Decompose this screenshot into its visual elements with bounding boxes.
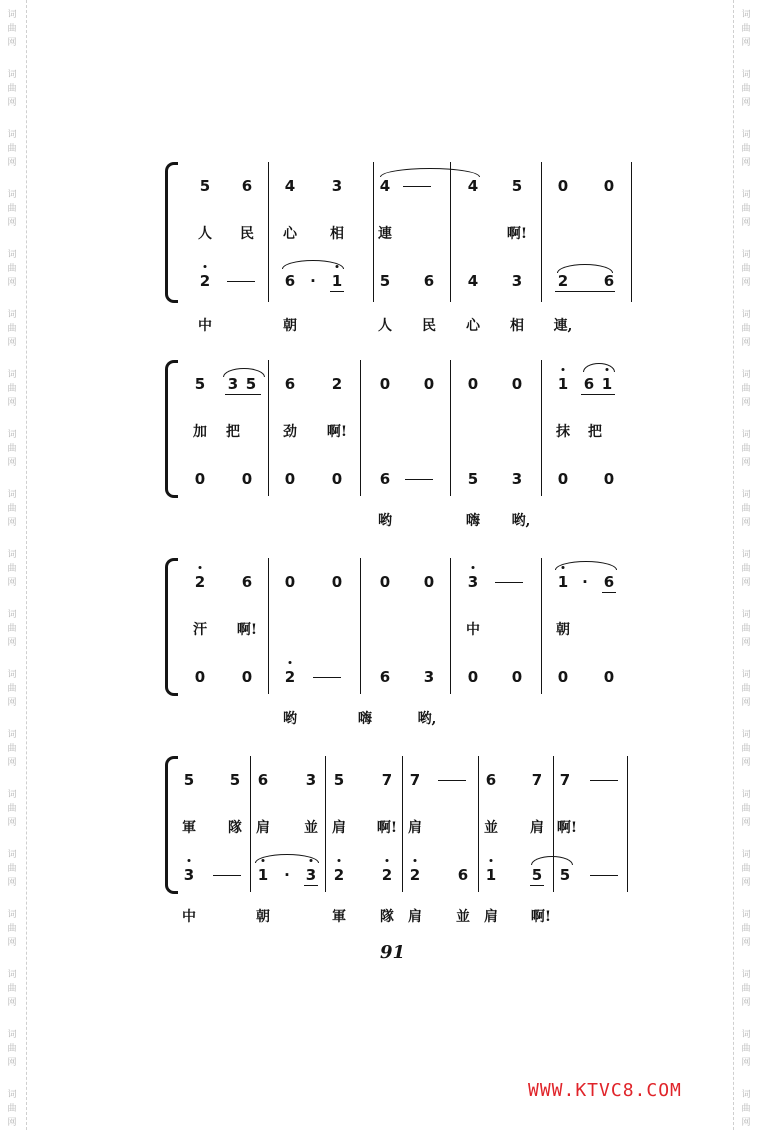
- score-system-3: [165, 558, 635, 738]
- lyric: 連: [378, 226, 392, 242]
- note: 2: [381, 866, 393, 884]
- note: 6: [284, 375, 296, 393]
- note: 2: [331, 375, 343, 393]
- watermark-stamp: 词 曲 网: [741, 190, 751, 228]
- tie: [380, 168, 480, 177]
- underline: [225, 394, 261, 395]
- watermark-stamp: 词 曲 网: [741, 490, 751, 528]
- note: 1: [331, 272, 343, 290]
- note: 6: [485, 771, 497, 789]
- note: 0: [423, 375, 435, 393]
- lyric: 嗨: [358, 711, 372, 727]
- note: 0: [284, 470, 296, 488]
- note: 4: [467, 272, 479, 290]
- note: 0: [467, 668, 479, 686]
- system-bracket: [165, 558, 178, 696]
- watermark-stamp: 词 曲 网: [7, 550, 17, 588]
- watermark-stamp: 词 曲 网: [741, 670, 751, 708]
- slur: [583, 363, 615, 372]
- note: 0: [379, 573, 391, 591]
- system-bracket: [165, 162, 178, 303]
- note: 1: [557, 375, 569, 393]
- underline: [555, 291, 615, 292]
- note: 6: [241, 177, 253, 195]
- lyric: 肩: [484, 909, 498, 925]
- watermark-stamp: 词 曲 网: [741, 910, 751, 948]
- bar-line: [450, 162, 451, 302]
- watermark-stamp: 词 曲 网: [741, 70, 751, 108]
- watermark-stamp: 词 曲 网: [7, 610, 17, 648]
- note: 5: [194, 375, 206, 393]
- underline: [530, 885, 544, 886]
- watermark-stamp: 词 曲 网: [741, 610, 751, 648]
- watermark-stamp: 词 曲 网: [741, 310, 751, 348]
- watermark-stamp: 词 曲 网: [741, 970, 751, 1008]
- high-octave-dot: [414, 859, 417, 862]
- bar-line: [478, 756, 479, 892]
- score-system-2: [165, 360, 635, 540]
- high-octave-dot: [188, 859, 191, 862]
- note: 0: [603, 177, 615, 195]
- site-watermark-url: WWW.KTVC8.COM: [528, 1080, 682, 1101]
- dash-hold: [590, 780, 618, 781]
- tie: [531, 856, 573, 865]
- note: 3: [511, 470, 523, 488]
- watermark-stamp: 词 曲 网: [7, 250, 17, 288]
- lyric: 心: [466, 318, 480, 334]
- high-octave-dot: [562, 566, 565, 569]
- note: 6: [241, 573, 253, 591]
- lyric: 啊!: [236, 622, 258, 638]
- lyric: 連,: [553, 318, 573, 334]
- lyric: 哟: [378, 513, 392, 529]
- lyric: 哟,: [511, 513, 531, 529]
- note: 0: [241, 470, 253, 488]
- note: 3: [511, 272, 523, 290]
- high-octave-dot: [386, 859, 389, 862]
- lyric: 肩: [408, 820, 422, 836]
- watermark-stamp: 词 曲 网: [741, 730, 751, 768]
- lyric: 隊: [380, 909, 394, 925]
- bar-line: [268, 162, 269, 302]
- note: 5: [229, 771, 241, 789]
- note: 3: [305, 771, 317, 789]
- note: 0: [331, 470, 343, 488]
- lyric: 並: [456, 909, 470, 925]
- bar-line: [627, 756, 628, 892]
- lyric: 肩: [332, 820, 346, 836]
- slur: [555, 561, 617, 570]
- note: ·: [310, 272, 316, 290]
- watermark-stamp: 词 曲 网: [7, 970, 17, 1008]
- note: 0: [284, 573, 296, 591]
- lyric: 中: [198, 318, 212, 334]
- dash-hold: [213, 875, 241, 876]
- lyric: 朝: [556, 622, 570, 638]
- lyric: 隊: [228, 820, 242, 836]
- dash-hold: [313, 677, 341, 678]
- lyric: 相: [510, 318, 524, 334]
- note: 1: [485, 866, 497, 884]
- note: 3: [227, 375, 239, 393]
- note: 5: [199, 177, 211, 195]
- lyric: 加: [193, 424, 207, 440]
- note: 7: [409, 771, 421, 789]
- lyric: 並: [304, 820, 318, 836]
- watermark-stamp: 词 曲 网: [741, 130, 751, 168]
- watermark-stamp: 词 曲 网: [741, 10, 751, 48]
- watermark-stamp: 词 曲 网: [741, 430, 751, 468]
- note: 2: [333, 866, 345, 884]
- note: 2: [284, 668, 296, 686]
- watermark-stamp: 词 曲 网: [741, 1090, 751, 1128]
- note: 3: [183, 866, 195, 884]
- lyric: 肩: [408, 909, 422, 925]
- bar-line: [541, 162, 542, 302]
- watermark-stamp: 词 曲 网: [741, 790, 751, 828]
- note: 0: [331, 573, 343, 591]
- note: 5: [379, 272, 391, 290]
- underline: [581, 394, 615, 395]
- note: 5: [183, 771, 195, 789]
- high-octave-dot: [289, 661, 292, 664]
- note: 0: [557, 470, 569, 488]
- bar-line: [541, 558, 542, 694]
- high-octave-dot: [562, 368, 565, 371]
- note: ·: [582, 573, 588, 591]
- bar-line: [631, 162, 632, 302]
- lyric: 軍: [332, 909, 346, 925]
- bar-line: [373, 162, 374, 302]
- bar-line: [360, 360, 361, 496]
- note: 4: [467, 177, 479, 195]
- dash-hold: [438, 780, 466, 781]
- high-octave-dot: [472, 566, 475, 569]
- note: 5: [467, 470, 479, 488]
- note: 5: [511, 177, 523, 195]
- note: 6: [603, 272, 615, 290]
- lyric: 朝: [283, 318, 297, 334]
- note: 5: [531, 866, 543, 884]
- bar-line: [268, 558, 269, 694]
- note: 6: [379, 668, 391, 686]
- lyric: 啊!: [326, 424, 348, 440]
- watermark-stamp: 词 曲 网: [7, 310, 17, 348]
- lyric: 把: [226, 424, 240, 440]
- note: 7: [531, 771, 543, 789]
- note: 0: [557, 177, 569, 195]
- high-octave-dot: [199, 566, 202, 569]
- note: 1: [601, 375, 613, 393]
- note: 7: [381, 771, 393, 789]
- watermark-stamp: 词 曲 网: [7, 70, 17, 108]
- note: 0: [467, 375, 479, 393]
- high-octave-dot: [490, 859, 493, 862]
- high-octave-dot: [338, 859, 341, 862]
- dash-hold: [227, 281, 255, 282]
- note: 2: [199, 272, 211, 290]
- watermark-stamp: 词 曲 网: [741, 1030, 751, 1068]
- lyric: 人: [378, 318, 392, 334]
- underline: [330, 291, 344, 292]
- note: 5: [333, 771, 345, 789]
- note: 6: [457, 866, 469, 884]
- lyric: 汗: [193, 622, 207, 638]
- bar-line: [360, 558, 361, 694]
- high-octave-dot: [262, 859, 265, 862]
- score-system-4: [165, 756, 635, 936]
- note: 0: [241, 668, 253, 686]
- note: 4: [379, 177, 391, 195]
- system-bracket: [165, 360, 178, 498]
- note: 0: [557, 668, 569, 686]
- bar-line: [325, 756, 326, 892]
- note: 4: [284, 177, 296, 195]
- lyric: 民: [422, 318, 436, 334]
- note: 0: [194, 470, 206, 488]
- note: 2: [194, 573, 206, 591]
- note: 0: [194, 668, 206, 686]
- watermark-stamp: 词 曲 网: [741, 550, 751, 588]
- watermark-stamp: 词 曲 网: [741, 850, 751, 888]
- watermark-stamp: 词 曲 网: [7, 490, 17, 528]
- note: 6: [603, 573, 615, 591]
- watermark-stamp: 词 曲 网: [7, 1030, 17, 1068]
- lyric: 相: [330, 226, 344, 242]
- lyric: 並: [484, 820, 498, 836]
- high-octave-dot: [204, 265, 207, 268]
- high-octave-dot: [336, 265, 339, 268]
- lyric: 人: [198, 226, 212, 242]
- watermark-stamp: 词 曲 网: [741, 370, 751, 408]
- lyric: 肩: [530, 820, 544, 836]
- bar-line: [553, 756, 554, 892]
- note: 0: [423, 573, 435, 591]
- note: 6: [583, 375, 595, 393]
- watermark-stamp: 词 曲 网: [7, 1090, 17, 1128]
- watermark-stamp: 词 曲 网: [7, 130, 17, 168]
- note: 5: [245, 375, 257, 393]
- note: 0: [511, 375, 523, 393]
- lyric: 抹: [556, 424, 570, 440]
- note: 5: [559, 866, 571, 884]
- watermark-stamp: 词 曲 网: [7, 430, 17, 468]
- bar-line: [402, 756, 403, 892]
- note: 2: [557, 272, 569, 290]
- dash-hold: [403, 186, 431, 187]
- note: 0: [379, 375, 391, 393]
- watermark-stamp: 词 曲 网: [7, 10, 17, 48]
- lyric: 啊!: [506, 226, 528, 242]
- lyric: 把: [588, 424, 602, 440]
- note: 3: [423, 668, 435, 686]
- watermark-stamp: 词 曲 网: [7, 730, 17, 768]
- watermark-stamp: 词 曲 网: [7, 190, 17, 228]
- dash-hold: [590, 875, 618, 876]
- underline: [602, 592, 616, 593]
- lyric: 啊!: [556, 820, 578, 836]
- watermark-stamp: 词 曲 网: [7, 910, 17, 948]
- slur: [282, 260, 344, 269]
- bar-line: [541, 360, 542, 496]
- note: 1: [557, 573, 569, 591]
- bar-line: [250, 756, 251, 892]
- lyric: 中: [466, 622, 480, 638]
- lyric: 啊!: [376, 820, 398, 836]
- lyric: 軍: [182, 820, 196, 836]
- watermark-stamp: 词 曲 网: [7, 670, 17, 708]
- watermark-stamp: 词 曲 网: [7, 850, 17, 888]
- note: 1: [257, 866, 269, 884]
- bar-line: [268, 360, 269, 496]
- left-watermark-strip: [0, 0, 27, 1130]
- note: 3: [467, 573, 479, 591]
- bar-line: [450, 558, 451, 694]
- lyric: 民: [240, 226, 254, 242]
- note: 6: [257, 771, 269, 789]
- bar-line: [450, 360, 451, 496]
- lyric: 嗨: [466, 513, 480, 529]
- note: 0: [511, 668, 523, 686]
- note: ·: [284, 866, 290, 884]
- note: 2: [409, 866, 421, 884]
- note: 0: [603, 668, 615, 686]
- note: 3: [305, 866, 317, 884]
- dash-hold: [495, 582, 523, 583]
- page-number: 91: [380, 942, 406, 963]
- lyric: 肩: [256, 820, 270, 836]
- lyric: 哟: [283, 711, 297, 727]
- dash-hold: [405, 479, 433, 480]
- lyric: 朝: [256, 909, 270, 925]
- lyric: 哟,: [417, 711, 437, 727]
- lyric: 心: [283, 226, 297, 242]
- note: 6: [423, 272, 435, 290]
- right-watermark-strip: [733, 0, 760, 1130]
- score-system-1: [165, 162, 635, 352]
- note: 6: [379, 470, 391, 488]
- watermark-stamp: 词 曲 网: [7, 790, 17, 828]
- lyric: 啊!: [530, 909, 552, 925]
- note: 0: [603, 470, 615, 488]
- high-octave-dot: [606, 368, 609, 371]
- underline: [304, 885, 318, 886]
- system-bracket: [165, 756, 178, 894]
- lyric: 中: [182, 909, 196, 925]
- note: 3: [331, 177, 343, 195]
- lyric: 劲: [283, 424, 297, 440]
- note: 7: [559, 771, 571, 789]
- watermark-stamp: 词 曲 网: [741, 250, 751, 288]
- watermark-stamp: 词 曲 网: [7, 370, 17, 408]
- high-octave-dot: [310, 859, 313, 862]
- note: 6: [284, 272, 296, 290]
